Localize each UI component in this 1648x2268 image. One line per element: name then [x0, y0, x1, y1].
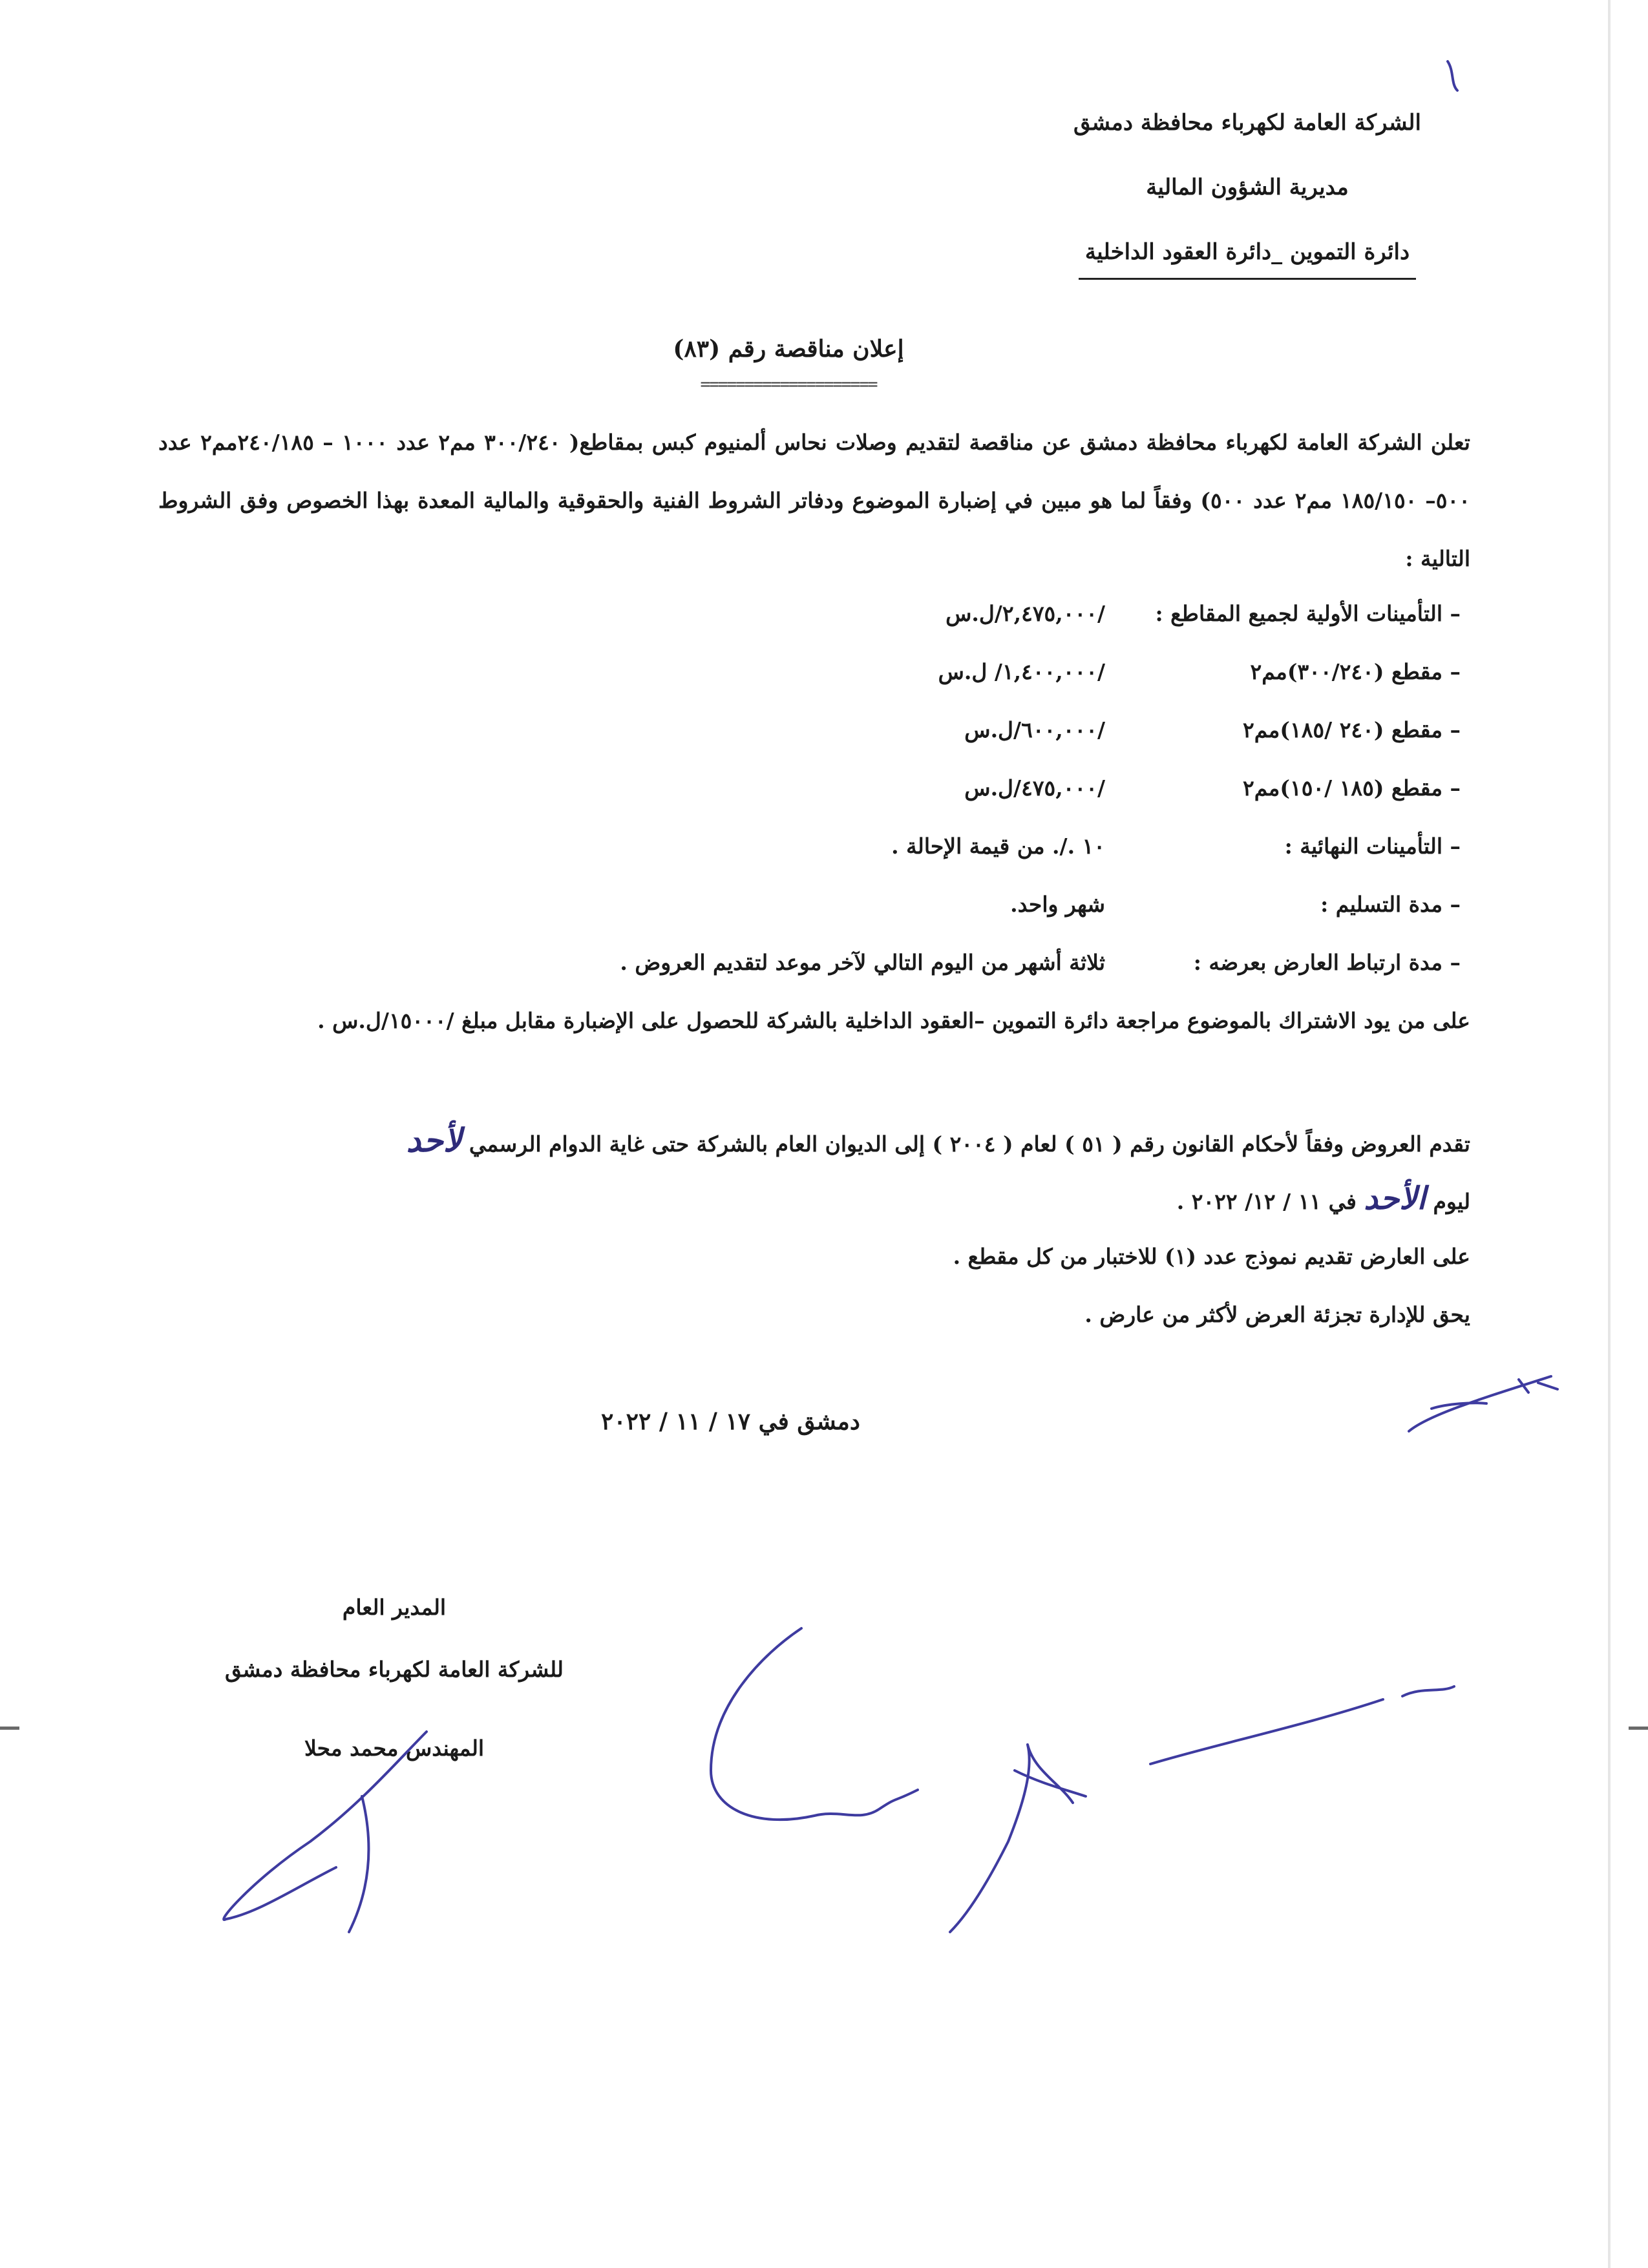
signature-main [711, 1628, 918, 1820]
term-value: ثلاثة أشهر من اليوم التالي لآخر موعد لتقديم العروض . [620, 950, 1105, 975]
signature-block [194, 1577, 595, 1780]
letterhead [1021, 90, 1474, 284]
department-name: دائرة التموين _دائرة العقود الداخلية [1079, 226, 1416, 280]
signature-flourish [950, 1745, 1086, 1932]
intro-paragraph: تعلن الشركة العامة لكهرباء محافظة دمشق عن مناقصة لتقديم وصلات نحاس ألمنيوم كبس بمقاطع( ٣٠٠/٢٤٠ مم٢ عدد ١٠٠٠ – ٢٤٠/١٨٥مم٢ عدد ٥٠٠– ١٨٥/١٥٠ مم٢ عدد ٥٠٠) وفقاً لما هو مبين في إضبارة الموضوع ودفاتر الشروط الفنية والحقوقية والمالية المعدة بهذا الخصوص وفق الشروط التالية : [158, 430, 1470, 571]
company-name: الشركة العامة لكهرباء محافظة دمشق [1073, 110, 1421, 136]
term-value: /٦٠٠,٠٠٠/ل.س [964, 717, 1105, 742]
corner-mark [1448, 61, 1457, 90]
page-edge [1608, 0, 1611, 2268]
term-value: /٤٧٥,٠٠٠/ل.س [964, 775, 1105, 801]
scan-mark-right [1629, 1727, 1648, 1730]
term-value: شهر واحد. [1010, 892, 1105, 917]
subscription-paragraph: على من يود الاشتراك بالموضوع مراجعة دائرة التموين –العقود الداخلية بالشركة للحصول على الإضبارة مقابل مبلغ /١٥٠٠٠/ل.س . [317, 1008, 1470, 1033]
scan-mark-left [0, 1727, 19, 1730]
term-row [556, 876, 1461, 934]
term-label: – مقطع (٢٤٠ /١٨٥)مم٢ [1242, 717, 1461, 742]
term-value: /١,٤٠٠,٠٠٠/ ل.س [938, 659, 1105, 684]
submission-deadline: في ١١ / ١٢/ ٢٠٢٢ . [1176, 1189, 1357, 1214]
note-split: يحق للإدارة تجزئة العرض لأكثر من عارض . [1084, 1302, 1470, 1327]
title-underline: ==================== [700, 375, 877, 394]
term-label: – مدة ارتباط العارض بعرضه : [1193, 950, 1461, 975]
term-row [556, 759, 1461, 817]
submission-line-1 [158, 1111, 1470, 1173]
signatory-org: للشركة العامة لكهرباء محافظة دمشق [225, 1657, 564, 1682]
term-row [556, 701, 1461, 759]
announcement-title: إعلان مناقصة رقم (٨٣) [673, 335, 904, 362]
signatory-name: المهندس محمد محلا [304, 1736, 485, 1761]
term-row [556, 585, 1461, 643]
announcement-heading [569, 323, 1008, 394]
submission-day-label: ليوم [1433, 1189, 1470, 1214]
issue-date: دمشق في ١٧ / ١١ / ٢٠٢٢ [601, 1408, 860, 1435]
signatory-title: المدير العام [342, 1595, 447, 1620]
term-label: – مقطع (٣٠٠/٢٤٠)مم٢ [1250, 659, 1461, 684]
term-label: – مدة التسليم : [1320, 892, 1461, 917]
term-value: /٢,٤٧٥,٠٠٠/ل.س [945, 601, 1105, 626]
term-row [556, 817, 1461, 876]
term-row [556, 934, 1461, 992]
signature-line-right [1150, 1686, 1454, 1764]
submission-text: تقدم العروض وفقاً لأحكام القانون رقم ( ٥١ ) لعام ( ٢٠٠٤ ) إلى الديوان العام بالشركة حتى غاية الدوام الرسمي [469, 1131, 1470, 1157]
term-label: – مقطع (١٨٥ /١٥٠)مم٢ [1242, 775, 1461, 801]
term-value: ١٠ ./. من قيمة الإحالة . [891, 834, 1105, 859]
handwritten-day-1: لأحد [406, 1121, 462, 1159]
directorate-name: مديرية الشؤون المالية [1146, 174, 1349, 200]
term-label: – التأمينات الأولية لجميع المقاطع : [1155, 601, 1461, 626]
terms-list [556, 585, 1461, 992]
note-sample: على العارض تقديم نموذج عدد (١) للاختبار من كل مقطع . [953, 1244, 1470, 1269]
submission-line-2 [158, 1170, 1470, 1231]
initials-mark [1409, 1376, 1558, 1431]
term-label: – التأمينات النهائية : [1284, 834, 1461, 859]
term-row [556, 643, 1461, 701]
handwritten-day-2: الأحد [1364, 1181, 1426, 1217]
